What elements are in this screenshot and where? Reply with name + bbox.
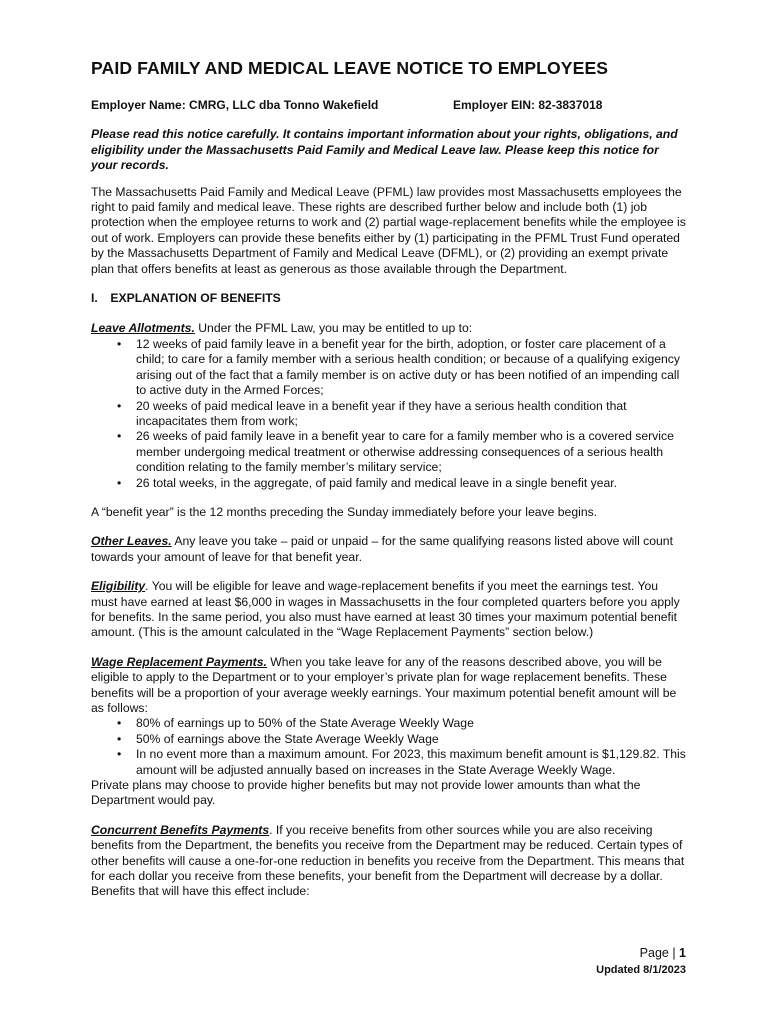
eligibility-lead: Eligibility xyxy=(91,579,146,594)
list-item: • 26 weeks of paid family leave in a benefit year to care for a family member who is a covered service member undergoing medical treatment or otherwise addressing consequences of a serious health condition relating to the family member’s military service; xyxy=(117,429,674,475)
list-item: • 12 weeks of paid family leave in a benefit year for the birth, adoption, or foster care placement of a child; to care for a family member with a serious health condition; or because of a qualifying exigency arising out of the fact that a family member is on active duty or has been notified of an impending call to active duty in the Armed Forces; xyxy=(117,336,680,398)
list-item: • 26 total weeks, in the aggregate, of paid family and medical leave in a single benefit year. xyxy=(117,475,618,490)
eligibility-paragraph xyxy=(91,579,687,641)
page-number-value: 1 xyxy=(679,946,686,960)
bullet-icon: • xyxy=(117,731,122,746)
section-number: I. xyxy=(91,291,98,306)
private-plans-paragraph: Private plans may choose to provide higher benefits but may not provide lower amounts than what the Department would pay. xyxy=(91,778,641,808)
wage-replacement-paragraph xyxy=(91,655,687,717)
bullet-icon: • xyxy=(117,475,122,490)
document-page xyxy=(91,58,687,914)
bullet-icon: • xyxy=(117,747,122,762)
benefit-year-paragraph: A “benefit year” is the 12 months preceding the Sunday immediately before your leave begins. xyxy=(91,504,598,519)
employer-info xyxy=(91,98,687,113)
intro-paragraph: The Massachusetts Paid Family and Medical Leave (PFML) law provides most Massachusetts employees the right to paid family and medical leave. These rights are described further below and include both (1) job protection when the employee returns to work and (2) partial wage-replacement benefits while the employee is out of work. Employers can provide these benefits either by (1) participating in the PFML Trust Fund operated by the Massachusetts Department of Family and Medical Leave (DFML), or (2) providing an exempt private plan that offers benefits at least as generous as those available through the Department. xyxy=(91,184,686,276)
section-title: EXPLANATION OF BENEFITS xyxy=(110,291,281,306)
wage-replacement-list xyxy=(91,716,687,778)
leave-allotments-lead: Leave Allotments. xyxy=(91,321,195,336)
page-footer xyxy=(596,945,686,979)
page-number xyxy=(596,945,686,962)
page-label: Page | xyxy=(639,946,680,960)
wage-replacement-lead: Wage Replacement Payments. xyxy=(91,654,267,669)
leave-allotments-text: Under the PFML Law, you may be entitled to up to: xyxy=(194,321,473,336)
list-item: • In no event more than a maximum amount. For 2023, this maximum benefit amount is $1,129.82. This amount will be adjusted annually based on increases in the State Average Weekly Wage. xyxy=(117,747,686,777)
eligibility-text: . You will be eligible for leave and wage-replacement benefits if you meet the earnings test. You must have earned at least $6,000 in wages in Massachusetts in the four completed quarters before you apply for benefits. In the same period, you also must have earned at least 30 times your maximum potential benefit amount. (This is the amount calculated in the “Wage Replacement Payments” section below.) xyxy=(91,579,680,640)
leave-allotments-paragraph xyxy=(91,321,687,336)
list-item: • 20 weeks of paid medical leave in a benefit year if they have a serious health condition that incapacitates them from work; xyxy=(117,398,627,428)
employer-name: Employer Name: CMRG, LLC dba Tonno Wakefield xyxy=(91,98,379,112)
other-leaves-lead: Other Leaves. xyxy=(91,534,172,549)
other-leaves-text: Any leave you take – paid or unpaid – for the same qualifying reasons listed above will count towards your amount of leave for that benefit year. xyxy=(91,534,673,564)
employer-ein: Employer EIN: 82-3837018 xyxy=(453,98,603,112)
list-item: • 80% of earnings up to 50% of the State Average Weekly Wage xyxy=(117,716,474,731)
concurrent-benefits-paragraph xyxy=(91,823,687,900)
notice-paragraph: Please read this notice carefully. It contains important information about your rights, obligations, and eligibility under the Massachusetts Paid Family and Medical Leave law. Please keep this notice for your records. xyxy=(91,127,678,173)
leave-allotments-list xyxy=(91,337,687,491)
section-heading xyxy=(91,291,687,306)
bullet-icon: • xyxy=(117,429,122,444)
wage-replacement-text: When you take leave for any of the reasons described above, you will be eligible to apply to the Department or to your employer’s private plan for wage replacement benefits. These benefits will be a proportion of your average weekly earnings. Your maximum potential benefit amount will be as follows: xyxy=(91,654,677,715)
concurrent-benefits-lead: Concurrent Benefits Payments xyxy=(91,822,270,837)
bullet-icon: • xyxy=(117,398,122,413)
list-item: • 50% of earnings above the State Average Weekly Wage xyxy=(117,731,439,746)
document-title: PAID FAMILY AND MEDICAL LEAVE NOTICE TO EMPLOYEES xyxy=(91,58,609,78)
bullet-icon: • xyxy=(117,716,122,731)
bullet-icon: • xyxy=(117,336,122,351)
concurrent-benefits-text: . If you receive benefits from other sources while you are also receiving benefits from the Department, the benefits you receive from the Department may be reduced. Certain types of other benefits will cause a one-for-one reduction in benefits you receive from the Department. This means that for each dollar you receive from these benefits, your benefit from the Department will decrease by a dollar. Benefits that will have this effect include: xyxy=(91,822,685,899)
updated-date: Updated 8/1/2023 xyxy=(596,964,686,976)
other-leaves-paragraph xyxy=(91,534,687,565)
